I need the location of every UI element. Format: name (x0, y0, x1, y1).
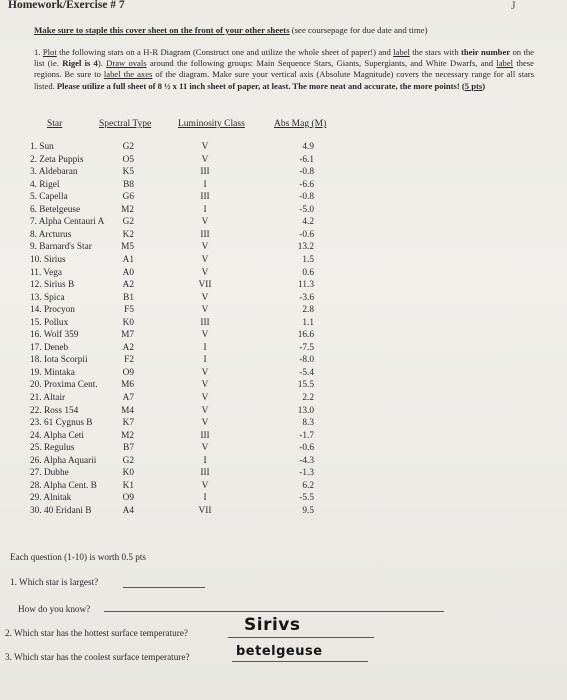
abs-mag-cell: -6.1 (299, 154, 314, 165)
table-row (0, 280, 567, 292)
star-name-cell: 25. Regulus (30, 443, 75, 454)
luminosity-class-cell: V (201, 330, 209, 341)
table-row (0, 242, 567, 254)
luminosity-class-cell: VII (198, 505, 212, 516)
luminosity-class-cell: V (201, 154, 209, 165)
star-name-cell: 16. Wolf 359 (30, 330, 79, 341)
abs-mag-cell: -4.3 (299, 455, 314, 466)
instruction-segment: these regions. Be sure to (34, 58, 534, 80)
star-name-cell: 7. Alpha Centauri A (30, 217, 105, 228)
abs-mag-cell: 1.1 (302, 317, 314, 328)
star-name-cell: 21. Altair (30, 393, 66, 403)
table-row (0, 355, 567, 367)
luminosity-class-cell: V (201, 305, 209, 316)
spectral-type-cell: F5 (124, 305, 134, 316)
star-name-cell: 12. Sirius B (30, 280, 75, 291)
luminosity-class-cell: III (200, 468, 210, 479)
abs-mag-cell: -1.7 (299, 430, 314, 441)
abs-mag-cell: -0.6 (299, 229, 314, 240)
star-name-cell: 26. Alpha Aquarii (30, 455, 97, 466)
question-1-how: How do you know? (18, 604, 91, 614)
star-name-cell: 6. Betelgeuse (30, 204, 81, 215)
luminosity-class-cell: V (201, 142, 209, 152)
luminosity-class-cell: V (201, 367, 209, 378)
abs-mag-cell: 2.2 (302, 393, 314, 403)
table-row (0, 305, 567, 317)
spectral-type-cell: A2 (122, 342, 134, 353)
luminosity-class-cell: V (201, 418, 209, 429)
table-row (0, 380, 567, 392)
instruction-segment: 5 pts (464, 80, 483, 91)
spectral-type-cell: G6 (122, 192, 134, 203)
spectral-type-cell: M7 (121, 330, 134, 341)
question-2: 2. Which star has the hottest surface temperature? (5, 628, 188, 638)
spectral-type-cell: K0 (122, 317, 134, 328)
spectral-type-cell: M2 (121, 430, 134, 441)
luminosity-class-cell: V (201, 292, 209, 303)
answer-line-3 (232, 661, 368, 662)
abs-mag-cell: -5.4 (299, 367, 314, 378)
star-name-cell: 20. Proxima Cent. (30, 380, 98, 391)
abs-mag-cell: 6.2 (302, 480, 314, 491)
star-name-cell: 8. Arcturus (30, 229, 72, 240)
instruction-segment: Draw ovals (106, 58, 147, 69)
abs-mag-cell: -8.0 (299, 355, 314, 366)
staple-instruction-tail: (see coursepage for due date and time) (289, 25, 428, 35)
table-row (0, 268, 567, 280)
spectral-type-cell: O9 (122, 493, 134, 504)
spectral-type-cell: B1 (123, 292, 134, 303)
star-name-cell: 2. Zeta Puppis (30, 154, 84, 165)
luminosity-class-cell: V (201, 480, 209, 491)
luminosity-class-cell: I (203, 493, 207, 504)
question-1: 1. Which star is largest? (10, 577, 99, 587)
star-name-cell: 29. Alnitak (30, 493, 72, 504)
handwritten-answer-2: Sirivs (244, 615, 301, 635)
luminosity-class-cell: V (201, 405, 209, 416)
abs-mag-cell: 0.6 (302, 267, 314, 278)
table-row (0, 192, 567, 204)
instruction-segment: of the diagram. Make sure your vertical axis (Absolute Magnitude) covers the necessary range for all stars listed. (34, 69, 534, 91)
star-name-cell: 18. Iota Scorpii (30, 355, 88, 366)
spectral-type-cell: G2 (122, 217, 134, 228)
handwritten-answer-3: betelgeuse (236, 644, 323, 659)
spectral-type-cell: F2 (124, 355, 134, 366)
abs-mag-cell: -0.6 (299, 443, 314, 454)
table-row (0, 343, 567, 355)
instruction-segment: label the axes (103, 69, 153, 80)
luminosity-class-cell: I (203, 204, 207, 215)
handwritten-mark: J (511, 0, 516, 12)
abs-mag-cell: 11.3 (298, 280, 314, 291)
spectral-type-cell: K5 (122, 167, 134, 178)
question-3: 3. Which star has the coolest surface temperature? (5, 652, 190, 662)
table-row (0, 142, 567, 154)
staple-instruction (34, 25, 428, 35)
page-title: Homework/Exercise # 7 (8, 0, 125, 11)
luminosity-class-cell: III (200, 317, 210, 328)
spectral-type-cell: O9 (122, 367, 134, 378)
table-row (0, 456, 567, 468)
star-name-cell: 24. Alpha Ceti (30, 430, 84, 441)
spectral-type-cell: A0 (122, 267, 134, 278)
abs-mag-cell: 9.5 (302, 505, 314, 516)
luminosity-class-cell: V (201, 443, 209, 454)
luminosity-class-cell: V (201, 254, 209, 265)
abs-mag-cell: -1.3 (299, 468, 314, 479)
abs-mag-cell: 13.2 (297, 242, 314, 253)
col-header-absmag: Abs Mag (M) (274, 119, 327, 129)
luminosity-class-cell: III (200, 229, 210, 240)
table-row (0, 180, 567, 192)
table-row (0, 217, 567, 229)
table-row (0, 155, 567, 167)
table-row (0, 493, 567, 505)
star-name-cell: 9. Barnard's Star (30, 242, 92, 253)
star-name-cell: 22. Ross 154 (30, 405, 79, 416)
table-row (0, 481, 567, 493)
luminosity-class-cell: I (203, 179, 207, 190)
star-name-cell: 23. 61 Cygnus B (30, 418, 93, 429)
abs-mag-cell: -5.0 (299, 204, 314, 215)
star-name-cell: 1. Sun (30, 142, 54, 152)
spectral-type-cell: A2 (122, 280, 134, 291)
luminosity-class-cell: I (203, 355, 207, 366)
spectral-type-cell: B8 (123, 179, 134, 190)
table-row (0, 431, 567, 443)
table-row (0, 255, 567, 267)
table-row (0, 330, 567, 342)
instruction-segment: Plot (42, 47, 57, 57)
spectral-type-cell: G2 (122, 455, 134, 466)
luminosity-class-cell: III (200, 430, 210, 441)
task-instructions (34, 47, 534, 92)
spectral-type-cell: A4 (122, 505, 134, 516)
abs-mag-cell: -0.8 (299, 192, 314, 203)
table-row (0, 167, 567, 179)
abs-mag-cell: -7.5 (299, 342, 314, 353)
star-name-cell: 5. Capella (30, 192, 68, 203)
answer-line-1-how (104, 611, 444, 612)
luminosity-class-cell: I (203, 455, 207, 466)
luminosity-class-cell: III (200, 192, 210, 203)
col-header-star: Star (47, 119, 63, 129)
spectral-type-cell: A7 (122, 393, 134, 403)
instruction-segment: label (496, 58, 514, 69)
instruction-segment: 1. (34, 47, 43, 57)
star-name-cell: 19. Mintaka (30, 367, 75, 378)
abs-mag-cell: -6.6 (299, 179, 314, 190)
table-row (0, 468, 567, 480)
table-row (0, 293, 567, 305)
star-name-cell: 13. Spica (30, 292, 65, 303)
table-row (0, 318, 567, 330)
instruction-segment: label (393, 47, 410, 57)
star-name-cell: 11. Vega (30, 267, 63, 278)
abs-mag-cell: -5.5 (299, 493, 314, 504)
abs-mag-cell: -0.8 (299, 167, 314, 178)
instruction-segment: on the list (ie. (34, 47, 534, 69)
abs-mag-cell: 8.3 (302, 418, 314, 429)
instruction-segment: Please utilize a full sheet of 8 ½ x 11 inch sheet of paper, at least. The more neat and accurate, the more points! ( (56, 80, 465, 91)
spectral-type-cell: K0 (122, 468, 134, 479)
table-row (0, 230, 567, 242)
abs-mag-cell: 16.6 (297, 330, 314, 341)
col-header-luminosity: Luminosity Class (178, 119, 245, 129)
instruction-segment: the stars with (409, 47, 462, 57)
staple-instruction-bold: Make sure to staple this cover sheet on the front of your other sheets (34, 25, 290, 35)
abs-mag-cell: 15.5 (297, 380, 314, 391)
luminosity-class-cell: VII (198, 280, 212, 291)
abs-mag-cell: 13.0 (297, 405, 314, 416)
abs-mag-cell: -3.6 (299, 292, 314, 303)
luminosity-class-cell: I (203, 342, 207, 353)
spectral-type-cell: K2 (122, 229, 134, 240)
spectral-type-cell: M2 (121, 204, 134, 215)
abs-mag-cell: 4.2 (302, 217, 314, 228)
abs-mag-cell: 1.5 (302, 254, 314, 265)
luminosity-class-cell: V (201, 393, 209, 403)
table-row (0, 506, 567, 518)
instruction-segment: the following stars on a H-R Diagram (Construct one and utilize the whole sheet of paper!) and (56, 47, 394, 57)
luminosity-class-cell: V (201, 380, 209, 391)
abs-mag-cell: 2.8 (302, 305, 314, 316)
abs-mag-cell: 4.9 (302, 142, 314, 152)
points-note: Each question (1-10) is worth 0.5 pts (10, 552, 147, 562)
spectral-type-cell: M5 (121, 242, 134, 253)
table-row (0, 368, 567, 380)
spectral-type-cell: K7 (122, 418, 134, 429)
luminosity-class-cell: V (201, 242, 209, 253)
table-row (0, 393, 567, 405)
col-header-spectral: Spectral Type (99, 119, 152, 129)
spectral-type-cell: M4 (121, 405, 134, 416)
star-name-cell: 15. Pollux (30, 317, 69, 328)
instruction-segment: around the following groups: Main Sequence Stars, Giants, Supergiants, and White Dwarfs, and (146, 58, 497, 69)
luminosity-class-cell: III (200, 167, 210, 178)
luminosity-class-cell: V (201, 217, 209, 228)
star-name-cell: 28. Alpha Cent. B (30, 480, 97, 491)
luminosity-class-cell: V (201, 267, 209, 278)
instruction-segment: ). (97, 58, 107, 69)
instruction-segment: ) (482, 80, 486, 91)
instruction-segment: Rigel is 4 (62, 58, 98, 69)
spectral-type-cell: A1 (122, 254, 134, 265)
spectral-type-cell: B7 (123, 443, 134, 454)
star-name-cell: 17. Deneb (30, 342, 69, 353)
instruction-segment: their number (461, 47, 511, 57)
table-row (0, 406, 567, 418)
answer-line-1 (123, 587, 205, 588)
table-row (0, 443, 567, 455)
spectral-type-cell: K1 (122, 480, 134, 491)
star-name-cell: 14. Procyon (30, 305, 75, 316)
star-name-cell: 3. Aldebaran (30, 167, 78, 178)
spectral-type-cell: M6 (121, 380, 134, 391)
star-name-cell: 10. Sirius (30, 254, 66, 265)
spectral-type-cell: G2 (122, 142, 134, 152)
star-name-cell: 30. 40 Eridani B (30, 505, 92, 516)
table-row (0, 418, 567, 430)
table-row (0, 205, 567, 217)
star-name-cell: 27. Dubhe (30, 468, 69, 479)
spectral-type-cell: O5 (122, 154, 134, 165)
answer-line-2 (228, 637, 374, 638)
star-name-cell: 4. Rigel (30, 179, 60, 190)
